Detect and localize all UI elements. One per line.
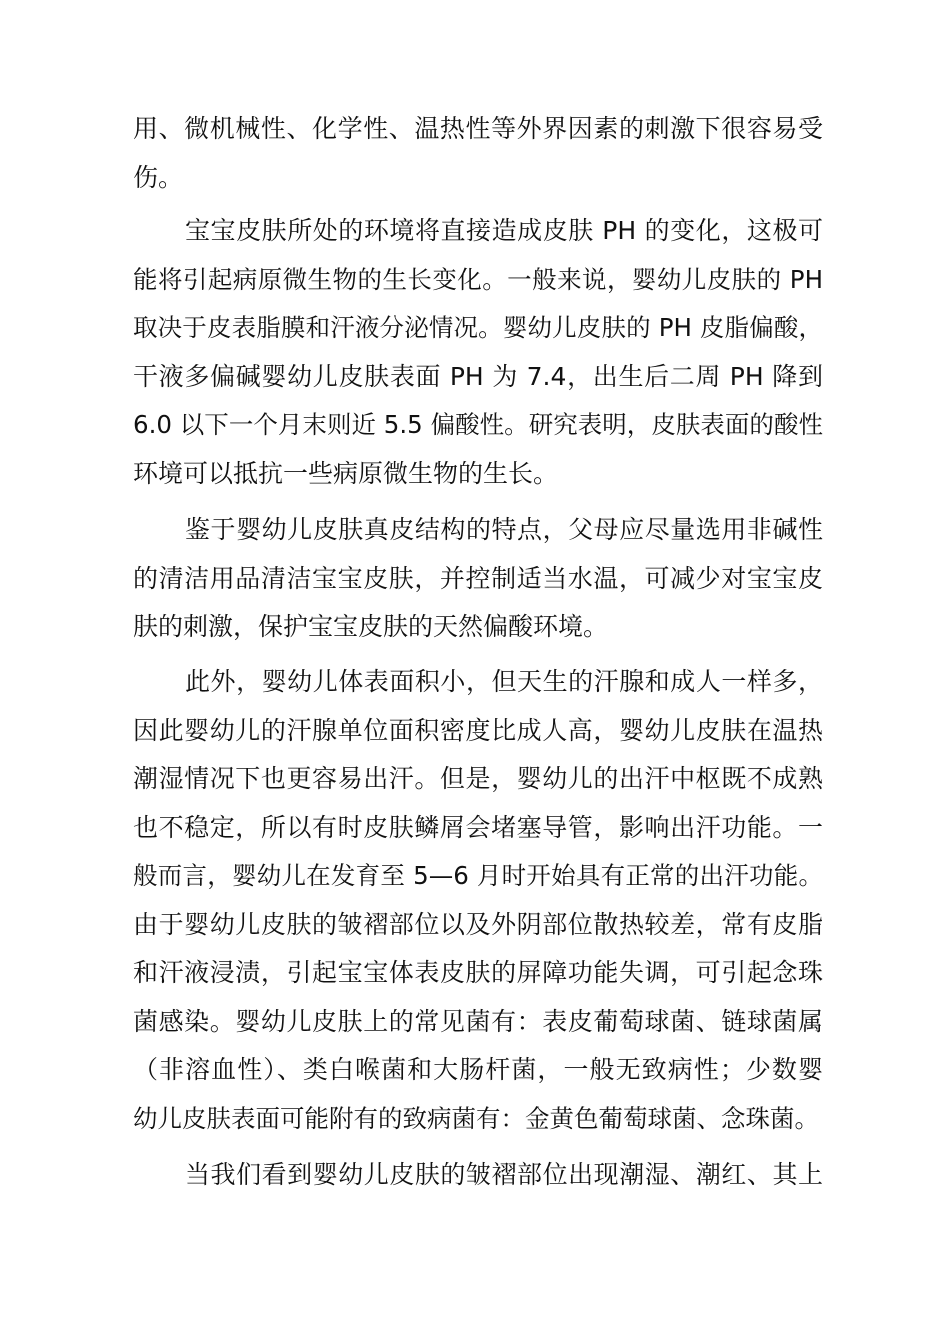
text-line: 用、微机械性、化学性、温热性等外界因素的刺激下很容易受	[133, 114, 823, 143]
text-line: 鉴于婴幼儿皮肤真皮结构的特点，父母应尽量选用非碱性	[185, 515, 823, 544]
text-line: 当我们看到婴幼儿皮肤的皱褶部位出现潮湿、潮红、其上	[185, 1160, 823, 1189]
text-line: 菌感染。婴幼儿皮肤上的常见菌有：表皮葡萄球菌、链球菌属	[133, 1006, 823, 1036]
text-line: 也不稳定，所以有时皮肤鳞屑会堵塞导管，影响出汗功能。一	[133, 812, 823, 842]
text-line: 幼儿皮肤表面可能附有的致病菌有：金黄色葡萄球菌、念珠菌。	[133, 1103, 819, 1133]
text-line: 潮湿情况下也更容易出汗。但是，婴幼儿的出汗中枢既不成熟	[133, 764, 823, 793]
text-line: 取决于皮表脂膜和汗液分泌情况。婴幼儿皮肤的 PH 皮脂偏酸，	[133, 313, 823, 342]
text-line: （非溶血性）、类白喉菌和大肠杆菌，一般无致病性；少数婴	[133, 1055, 823, 1084]
text-line: 环境可以抵抗一些病原微生物的生长。	[133, 458, 559, 488]
text-line: 的清洁用品清洁宝宝皮肤，并控制适当水温，可减少对宝宝皮	[133, 563, 823, 593]
text-line: 肤的刺激，保护宝宝皮肤的天然偏酸环境。	[133, 612, 609, 641]
paragraph-2	[133, 207, 823, 498]
paragraph-1	[133, 105, 823, 202]
text-line: 此外，婴幼儿体表面积小，但天生的汗腺和成人一样多，	[185, 667, 823, 696]
paragraph-5	[133, 1151, 823, 1200]
text-line: 干液多偏碱婴幼儿皮肤表面 PH 为 7.4，出生后二周 PH 降到	[133, 361, 823, 391]
text-line: 能将引起病原微生物的生长变化。一般来说，婴幼儿皮肤的 PH	[133, 264, 823, 294]
text-line: 伤。	[133, 162, 184, 192]
text-line: 般而言，婴幼儿在发育至 5—6 月时开始具有正常的出汗功能。	[133, 861, 823, 890]
text-line: 由于婴幼儿皮肤的皱褶部位以及外阴部位散热较差，常有皮脂	[133, 909, 823, 939]
paragraph-3	[133, 506, 823, 652]
text-line: 因此婴幼儿的汗腺单位面积密度比成人高，婴幼儿皮肤在温热	[133, 715, 823, 745]
text-line: 宝宝皮肤所处的环境将直接造成皮肤 PH 的变化，这极可	[185, 216, 823, 245]
paragraph-4	[133, 658, 823, 1143]
text-line: 6.0 以下一个月末则近 5.5 偏酸性。研究表明，皮肤表面的酸性	[133, 410, 823, 439]
text-line: 和汗液浸渍，引起宝宝体表皮肤的屏障功能失调，可引起念珠	[133, 958, 823, 987]
